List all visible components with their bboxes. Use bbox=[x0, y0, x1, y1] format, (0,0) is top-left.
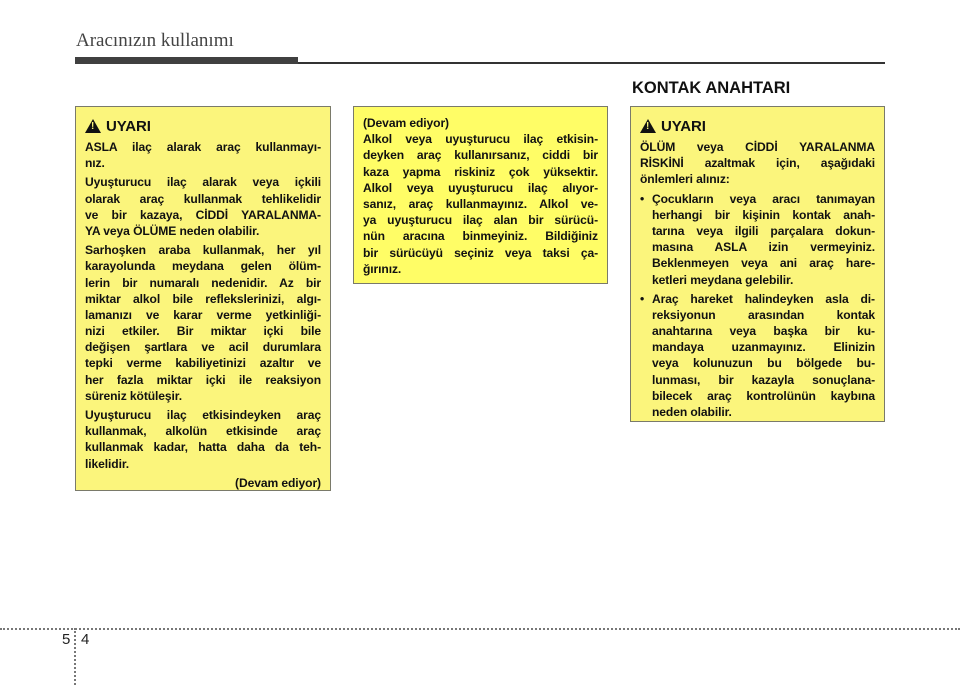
bullet-item bbox=[640, 291, 875, 421]
text-line: kaza yapma riskiniz çok yüksektir. bbox=[363, 164, 598, 179]
text-line: nizi etkiler. Bir miktar içki bile bbox=[85, 324, 321, 339]
warning-box-ignition-key bbox=[630, 106, 885, 422]
text-line: ASLA ilaç alarak araç kullanmayı- bbox=[85, 140, 321, 154]
text-line: Uyuşturucu ilaç alarak veya içkili bbox=[85, 175, 321, 190]
text-line: olarak araç kullanmak tehlikelidir bbox=[85, 191, 321, 206]
text-line: her fazla miktar içki ile reaksiyon bbox=[85, 372, 321, 387]
header-rule bbox=[298, 62, 885, 64]
continued-box bbox=[353, 106, 608, 284]
paragraph bbox=[85, 407, 321, 472]
text-line: sanız, araç kullanmayınız. Alkol ve- bbox=[363, 196, 598, 211]
warning-title bbox=[85, 117, 321, 135]
text-line: bilecek araç kontrolünün kaybına bbox=[652, 388, 875, 403]
footer-page-divider bbox=[74, 628, 76, 685]
text-line: ketleri meydana gelebilir. bbox=[652, 272, 794, 287]
text-line: deyken araç kullanırsanız, ciddi bir bbox=[363, 148, 598, 163]
text-line: değişen şartlara ve acil durumlara bbox=[85, 340, 321, 355]
text-line: Alkol veya uyuşturucu ilaç alıyor- bbox=[363, 180, 598, 195]
text-line: tarına veya ilgili parçalara dokun- bbox=[652, 223, 875, 238]
text-line: lerin bir numaralı nedenidir. Az bir bbox=[85, 275, 321, 290]
paragraph bbox=[85, 242, 321, 404]
text-line: tepki verme kabiliyetinizi azaltır ve bbox=[85, 356, 321, 371]
text-line: RİSKİNİ azaltmak için, aşağıdaki bbox=[640, 156, 875, 171]
text-line: lunması, bir kazayla sonuçlana- bbox=[652, 372, 875, 387]
continued-heading: (Devam ediyor) bbox=[363, 116, 449, 130]
text-line: karayolunda meydana gelen ölüm- bbox=[85, 259, 321, 274]
text-line: miktar alkol bile reflekslerinizi, algı- bbox=[85, 291, 321, 306]
paragraph bbox=[85, 139, 321, 171]
bullet-icon: • bbox=[640, 291, 645, 306]
text-line: Sarhoşken araba kullanmak, her yıl bbox=[85, 243, 321, 258]
text-line: bir sürücüyü seçiniz veya taksi ça- bbox=[363, 245, 598, 260]
text-line: nız. bbox=[85, 156, 105, 171]
text-line: Beklenmeyen veya ani araç hare- bbox=[652, 256, 875, 271]
text-line: reksiyonun arasından kontak bbox=[652, 307, 875, 322]
warning-triangle-icon bbox=[85, 119, 101, 133]
text-line: kullanmak kadar, hatta daha da teh- bbox=[85, 440, 321, 455]
text-line: YA veya ÖLÜME neden olabilir. bbox=[85, 223, 260, 238]
paragraph bbox=[85, 174, 321, 239]
running-header: Aracınızın kullanımı bbox=[76, 30, 234, 51]
warning-title bbox=[640, 117, 875, 135]
text-line: ğırınız. bbox=[363, 261, 402, 276]
text-line: mandaya uzanmayınız. Elinizin bbox=[652, 340, 875, 355]
text-line: ve bir kazaya, CİDDİ YARALANMA- bbox=[85, 207, 321, 222]
paragraph bbox=[640, 139, 875, 188]
section-title: KONTAK ANAHTARI bbox=[632, 79, 791, 97]
continued-body bbox=[363, 131, 598, 277]
text-line: kullanmak, alkolün etkisinde araç bbox=[85, 424, 321, 439]
text-line: ÖLÜM veya CİDDİ YARALANMA bbox=[640, 140, 875, 154]
text-line: nün aracına binmeyiniz. Bildiğiniz bbox=[363, 229, 598, 244]
text-line: süreniz kötüleşir. bbox=[85, 388, 182, 403]
text-line: Uyuşturucu ilaç etkisindeyken araç bbox=[85, 408, 321, 422]
footer-divider bbox=[0, 628, 960, 630]
warning-box-alcohol bbox=[75, 106, 331, 491]
page-number: 4 bbox=[81, 631, 90, 648]
text-line: Çocukların veya aracı tanımayan bbox=[652, 191, 875, 206]
bullet-item bbox=[640, 191, 875, 288]
text-line: anahtarına veya başka bir ku- bbox=[652, 324, 875, 339]
text-line: ya uyuşturucu ilaç alan bir sürücü- bbox=[363, 213, 598, 228]
warning-label: UYARI bbox=[661, 117, 706, 135]
bullet-icon: • bbox=[640, 191, 645, 206]
text-line: likelidir. bbox=[85, 456, 130, 471]
text-line: veya kolunuzun bu bölgede bu- bbox=[652, 356, 875, 371]
text-line: neden olabilir. bbox=[652, 405, 732, 419]
text-line: önlemleri alınız: bbox=[640, 172, 730, 187]
continued-note: (Devam ediyor) bbox=[235, 475, 321, 490]
paragraph bbox=[363, 131, 598, 277]
text-line: Araç hareket halindeyken asla di- bbox=[652, 291, 875, 306]
text-line: lamanızı ve karar verme yetkinliği- bbox=[85, 307, 321, 322]
text-line: Alkol veya uyuşturucu ilaç etkisin- bbox=[363, 132, 598, 147]
warning-label: UYARI bbox=[106, 117, 151, 135]
chapter-number: 5 bbox=[62, 631, 71, 648]
warning-intro bbox=[640, 139, 875, 188]
warning-bullets bbox=[640, 191, 875, 421]
warning-triangle-icon bbox=[640, 119, 656, 133]
warning-body bbox=[85, 139, 321, 472]
text-line: masına ASLA izin vermeyiniz. bbox=[652, 240, 875, 255]
header-bar bbox=[75, 57, 298, 64]
text-line: herhangi bir kişinin kontak anah- bbox=[652, 207, 875, 222]
